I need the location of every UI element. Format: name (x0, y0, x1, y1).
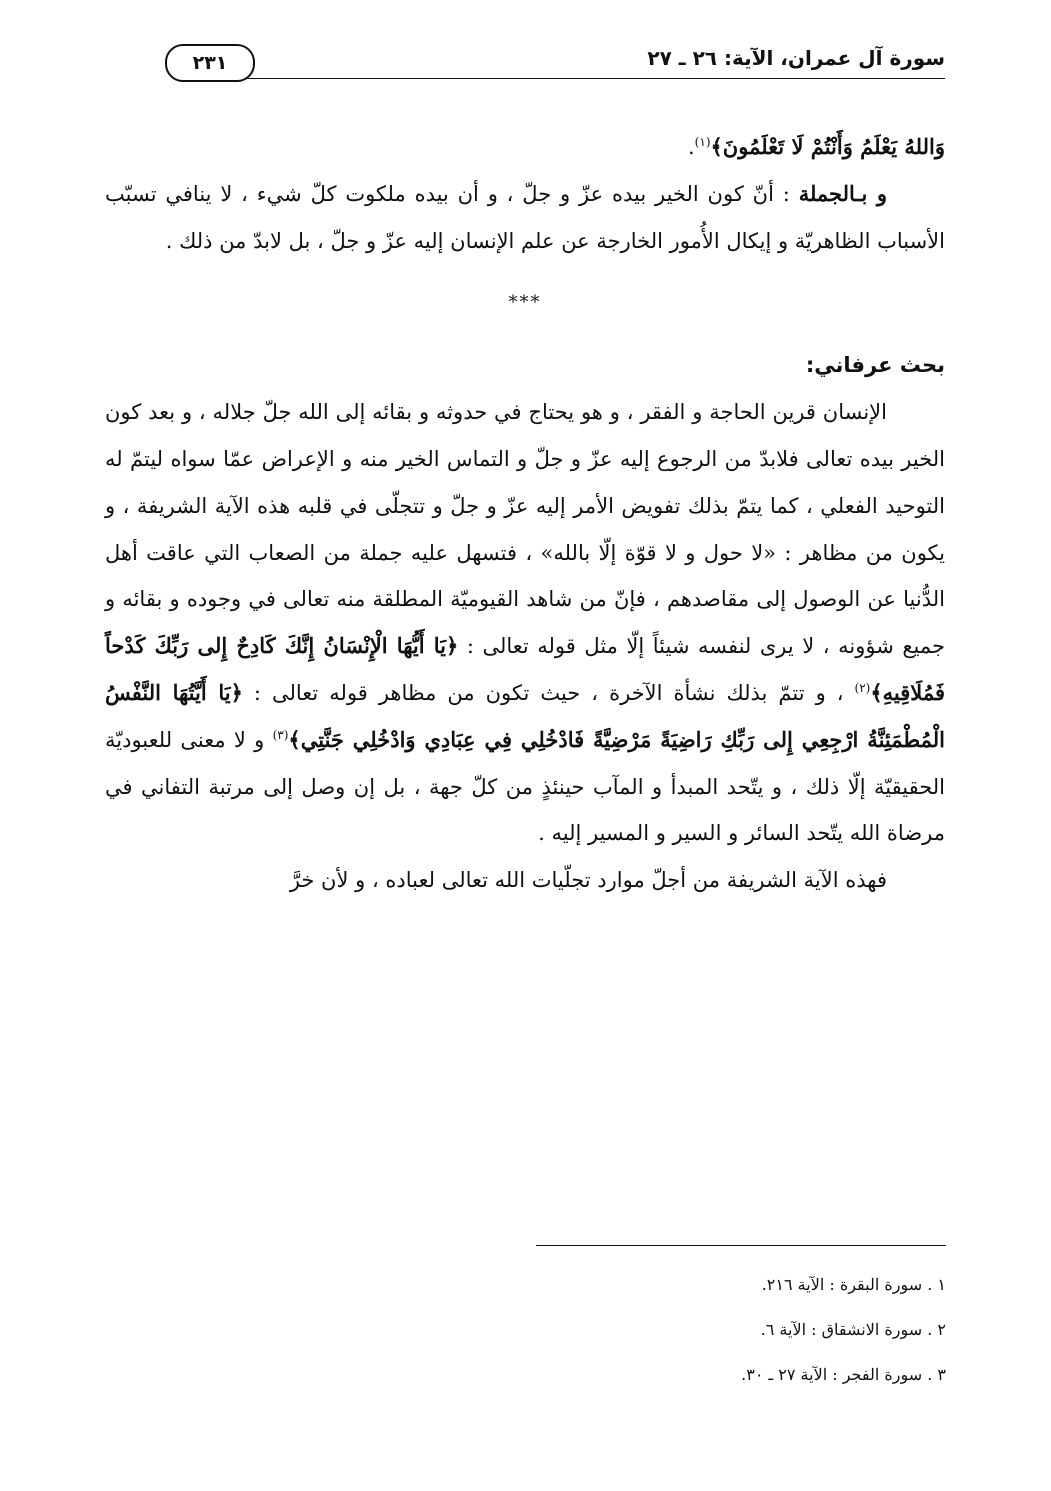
lead-phrase: و بـالجملة (798, 180, 888, 206)
section-heading: بحث عرفاني: (805, 353, 945, 378)
paragraph-text: : أنّ كون الخير بيده عزّ و جلّ ، و أن بيده ملكوت كلّ شيء ، لا ينافي تسبّب الأسباب الظاهريّة و إيكال الأُمور الخارجة عن علم الإنسان إليه عزّ و جلّ ، بل لابدّ من ذلك . (105, 181, 945, 253)
running-title: سورة آل عمران، الآية: ٢٦ ـ ٢٧ (647, 46, 945, 70)
footnote-ref: (٣) (272, 727, 289, 742)
paragraph-1 (105, 124, 945, 171)
footnote-1: ١ . سورة البقرة : الآية ٢١٦. (761, 1275, 946, 1294)
paragraph-4: فهذه الآية الشريفة من أجلّ موارد تجلّيات الله تعالى لعباده ، و لأن خرَّ (289, 868, 887, 893)
page-number: ٢٣١ (165, 44, 255, 82)
quran-verse: ﴿يَا أَيُّهَا الْإِنْسَانُ إِنَّكَ كَادِحٌ إِلى رَبِّكَ كَدْحاً فَمُلَاقِيهِ﴾ (105, 633, 945, 705)
footnote-rule (536, 1245, 946, 1246)
footnote-2: ٢ . سورة الانشقاق : الآية ٦. (760, 1320, 946, 1339)
paragraph-text: الإنسان قرين الحاجة و الفقر ، و هو يحتاج في حدوثه و بقائه إلى الله جلّ جلاله ، و بعد كون الخير بيده تعالى فلابدّ من الرجوع إليه عزّ و جلّ و التماس الخير منه و الإعراض عمّا سواه ليتمّ له التوحيد الفعلي ، كما يتمّ بذلك تفويض الأمر إليه عزّ و جلّ و تتجلّى في قلبه هذه الآية الشريفة ، و يكون من مظاهر : «لا حول و لا قوّة إلّا بالله» ، فتسهل عليه جملة من الصعاب التي عاقت أهل الدُّنيا عن الوصول إلى مقاصدهم ، فإنّ من شاهد القيوميّة المطلقة منه تعالى في وجوده و بقائه و جميع شؤونه ، لا يرى لنفسه شيئاً إلّا مثل قوله تعالى : (105, 400, 945, 659)
footnote-3: ٣ . سورة الفجر : الآية ٢٧ ـ ٣٠. (741, 1365, 946, 1384)
quran-verse: ﴿يَا أَيَّتُهَا النَّفْسُ الْمُطْمَئِنَّةُ ارْجِعِي إِلى رَبِّكِ رَاضِيَةً مَرْضِيَّةً فَادْخُلِي فِي عِبَادِي وَادْخُلِي جَنَّتِي﴾ (105, 679, 945, 752)
paragraph-2 (105, 171, 945, 265)
paragraph-text: و لا معنى للعبوديّة الحقيقيّة إلّا ذلك ، و يتّحد المبدأ و المآب حينئذٍ من كلّ جهة ، بل إن وصل إلى مرتبة التفاني في مرضاة الله يتّحد السائر و السير و المسير إليه . (105, 727, 945, 846)
footnote-ref: (١) (694, 135, 711, 149)
footnotes (386, 1262, 946, 1397)
page-header (105, 42, 945, 82)
header-rule (195, 78, 945, 79)
paragraph-3 (105, 389, 945, 857)
quran-verse: وَاللهُ يَعْلَمُ وَأَنْتُمْ لَا تَعْلَمُونَ﴾ (710, 134, 945, 159)
sentence-end: . (687, 135, 695, 159)
footnote-ref: (٢) (854, 680, 871, 695)
section-separator: *** (508, 292, 542, 314)
page-body (105, 124, 945, 904)
paragraph-text: ، و تتمّ بذلك نشأة الآخرة ، حيث تكون من مظاهر قوله تعالى : (253, 680, 844, 705)
